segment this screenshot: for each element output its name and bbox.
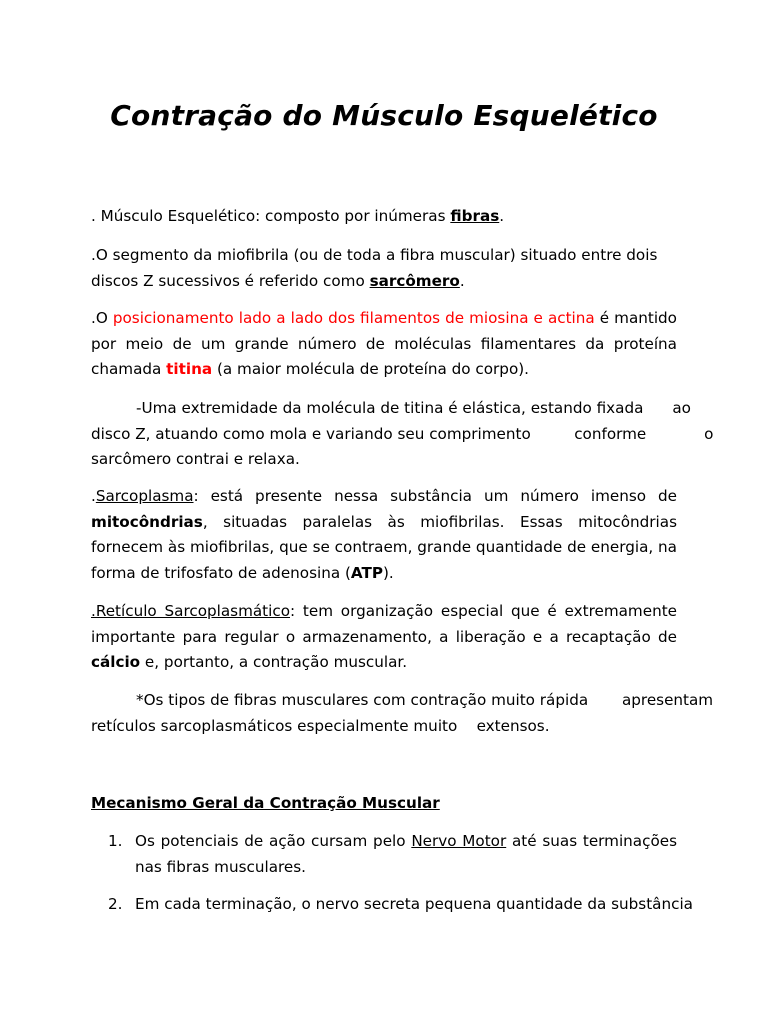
term-atp: ATP bbox=[350, 563, 383, 582]
text: . bbox=[459, 271, 465, 290]
paragraph-titina bbox=[91, 306, 677, 383]
term-sarcomero: sarcômero bbox=[369, 271, 460, 290]
text: ). bbox=[382, 563, 394, 582]
text: : tem organização especial que é extremamente importante para regular o armazenamento, a liberação e a recaptação de bbox=[91, 602, 677, 646]
text: Os potenciais de ação cursam pelo bbox=[135, 832, 412, 850]
text: Em cada terminação, o nervo secreta pequena quantidade da substância bbox=[135, 895, 693, 914]
paragraph-sarcomero bbox=[91, 243, 677, 294]
text: até suas terminações nas fibras musculares. bbox=[135, 832, 677, 876]
line: -Uma extremidade da molécula de titina é elástica, estando fixada ao bbox=[136, 399, 691, 417]
section-heading: Mecanismo Geral da Contração Muscular bbox=[91, 794, 440, 812]
term-titina: titina bbox=[166, 360, 213, 379]
term-calcio: cálcio bbox=[91, 653, 141, 672]
line: sarcômero contrai e relaxa. bbox=[91, 450, 300, 469]
list-number: 1. bbox=[108, 832, 123, 850]
text: e, portanto, a contração muscular. bbox=[140, 653, 408, 672]
list-number: 2. bbox=[108, 895, 123, 914]
term-fibras: fibras bbox=[450, 207, 500, 225]
line: retículos sarcoplasmáticos especialmente muito extensos. bbox=[91, 716, 550, 735]
list-item bbox=[91, 829, 677, 880]
list-item bbox=[91, 892, 693, 918]
line: *Os tipos de fibras musculares com contração muito rápida apresentam bbox=[136, 691, 714, 709]
term-sarcoplasma: Sarcoplasma bbox=[95, 487, 194, 505]
page-title: Contração do Músculo Esquelético bbox=[110, 99, 658, 132]
paragraph-tipos-fibras bbox=[91, 688, 714, 739]
text: : está presente nessa substância um número imenso de bbox=[193, 487, 677, 505]
mechanism-list bbox=[91, 829, 693, 918]
term-nervo-motor: Nervo Motor bbox=[411, 832, 507, 850]
line: disco Z, atuando como mola e variando seu comprimento conforme o bbox=[91, 424, 714, 443]
paragraph-reticulo bbox=[91, 599, 677, 676]
text: . Músculo Esquelético: composto por inúmeras bbox=[91, 207, 451, 225]
text: , situadas paralelas às miofibrilas. Essas mitocôndrias fornecem às miofibrilas, que se contraem, grande quantidade de energia, na forma de trifosfato de adenosina ( bbox=[91, 512, 677, 582]
paragraph-titina-elastica bbox=[91, 396, 714, 473]
highlight-text: posicionamento lado a lado dos filamentos de miosina e actina bbox=[112, 309, 595, 327]
text: é mantido por meio de um grande número de moléculas filamentares da proteína chamada bbox=[91, 309, 677, 379]
text: . bbox=[499, 207, 505, 225]
text: .O bbox=[91, 309, 113, 327]
text: .O segmento da miofibrila (ou de toda a fibra muscular) situado entre dois discos Z sucessivos é referido como bbox=[91, 246, 658, 290]
term-reticulo: .Retículo Sarcoplasmático bbox=[91, 602, 290, 620]
text: . bbox=[91, 487, 96, 505]
text: (a maior molécula de proteína do corpo). bbox=[212, 360, 529, 379]
term-mitocondrias: mitocôndrias bbox=[91, 512, 203, 531]
paragraph-sarcoplasma bbox=[91, 484, 677, 586]
paragraph-musculo bbox=[91, 204, 677, 230]
